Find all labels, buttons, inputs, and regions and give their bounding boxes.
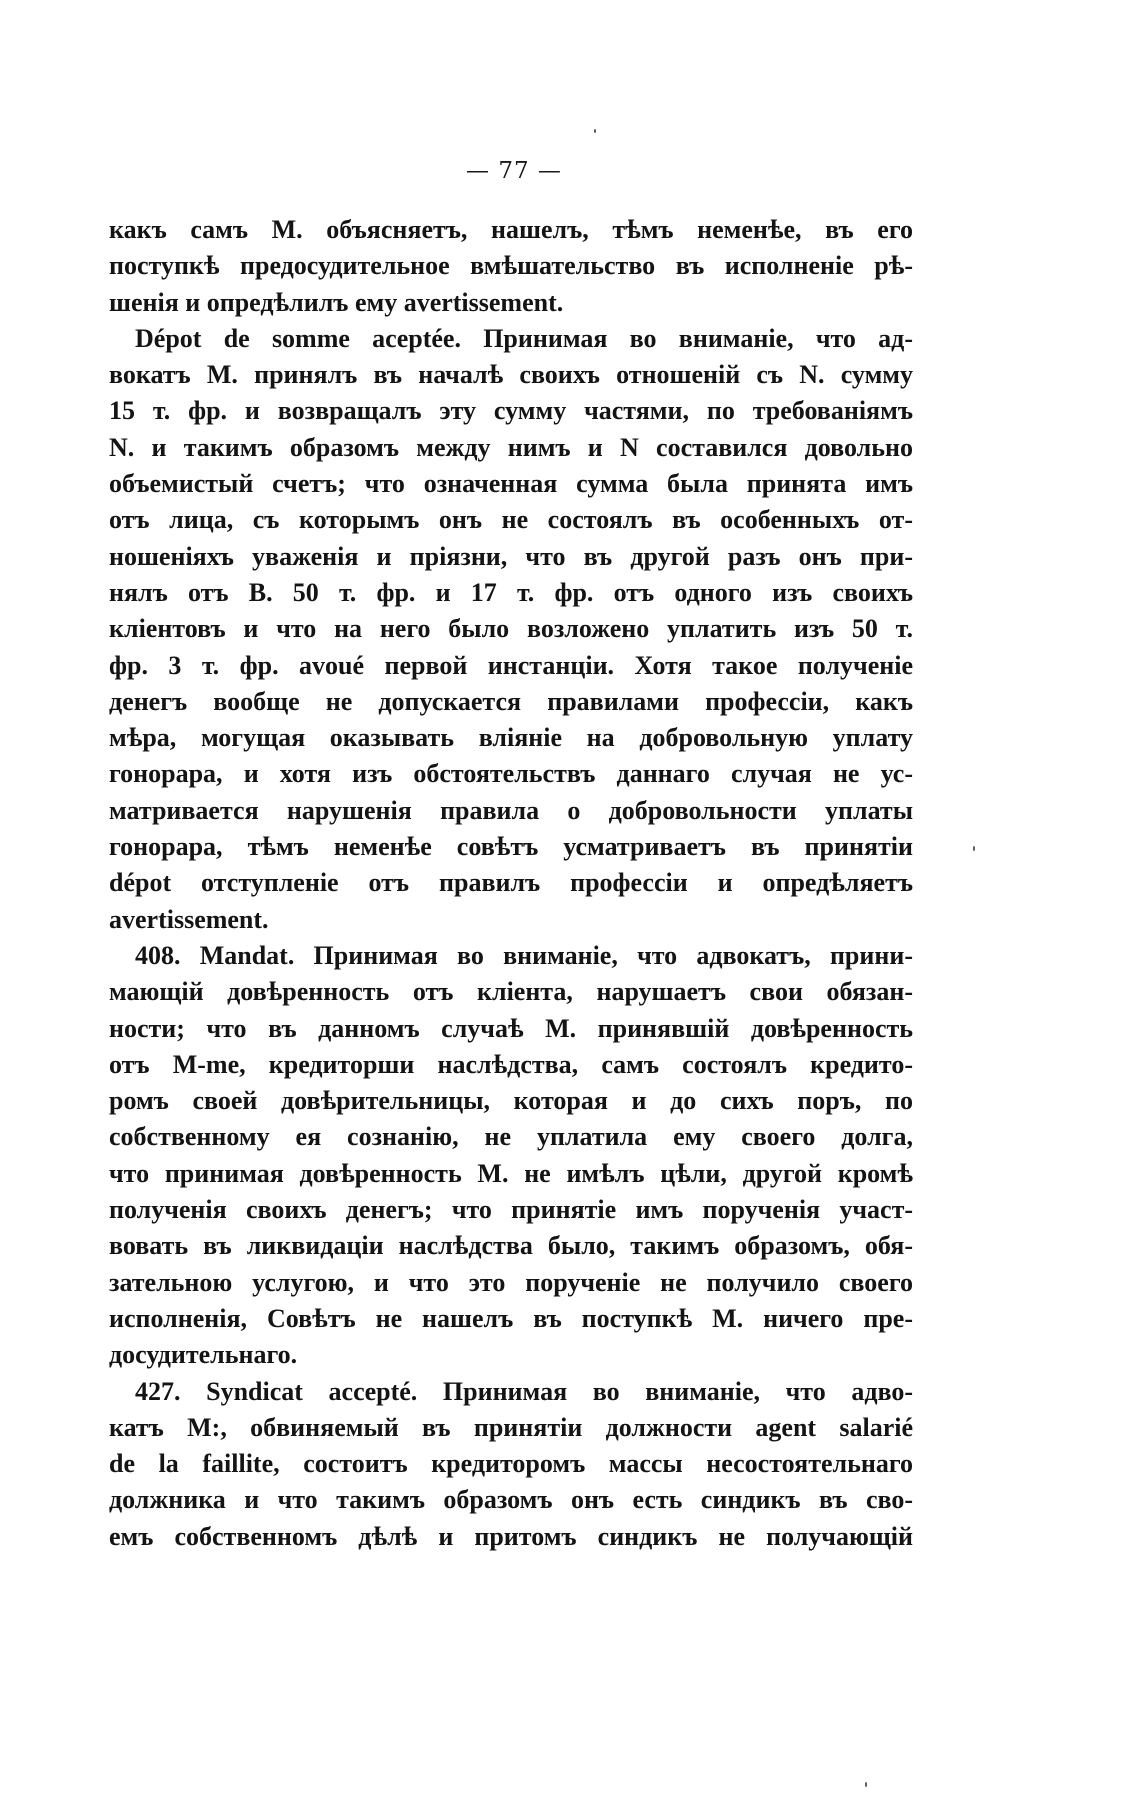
- text-line: шенія и опредѣлилъ ему avertissement.: [109, 287, 564, 317]
- text-line: ромъ своей довѣрительницы, которая и до сихъ поръ, по: [109, 1086, 913, 1116]
- text-line: полученія своихъ денегъ; что принятіе имъ порученія участ-: [109, 1195, 913, 1225]
- text-line: ности; что въ данномъ случаѣ М. принявшій довѣренность: [109, 1013, 913, 1043]
- text-line: объемистый счетъ; что означенная сумма была принята имъ: [109, 469, 913, 499]
- scan-speck: [865, 1782, 867, 1787]
- scan-speck: [973, 846, 975, 851]
- text-line: гонорара, тѣмъ неменѣе совѣтъ усматриваетъ въ принятіи: [109, 832, 913, 862]
- text-line: фр. 3 т. фр. avoué первой инстанціи. Хотя такое полученіе: [109, 650, 913, 680]
- text-line: емъ собственномъ дѣлѣ и притомъ синдикъ не получающій: [109, 1521, 913, 1551]
- text-line: что принимая довѣренность М. не имѣлъ цѣли, другой кромѣ: [109, 1158, 913, 1188]
- text-line: досудительнаго.: [109, 1340, 298, 1370]
- text-line: поступкѣ предосудительное вмѣшательство въ исполненіе рѣ-: [109, 251, 913, 281]
- text-line: N. и такимъ образомъ между нимъ и N составился довольно: [109, 432, 913, 462]
- text-line: кліентовъ и что на него было возложено уплатить изъ 50 т.: [109, 614, 913, 644]
- text-line: собственному ея сознанію, не уплатила ему своего долга,: [109, 1122, 913, 1152]
- paragraph-start-line: Dépot de somme aceptée. Принимая во вниманіе, что ад-: [135, 323, 913, 353]
- text-line: 15 т. фр. и возвращалъ эту сумму частями, по требованіямъ: [109, 396, 913, 426]
- paragraph-start-line: 408. Mandat. Принимая во вниманіе, что адвокатъ, прини-: [135, 940, 913, 970]
- text-line: dépot отступленіе отъ правилъ профессіи и опредѣляетъ: [109, 868, 913, 898]
- text-line: отъ лица, съ которымъ онъ не состоялъ въ особенныхъ от-: [109, 505, 913, 535]
- text-line: вокатъ М. принялъ въ началѣ своихъ отношеній съ N. сумму: [109, 360, 913, 390]
- text-line: зательною услугою, и что это порученіе не получило своего: [109, 1267, 913, 1297]
- text-line: должника и что такимъ образомъ онъ есть синдикъ въ сво-: [109, 1485, 913, 1515]
- scan-speck: [594, 129, 596, 133]
- page-number: — 77 —: [466, 158, 562, 184]
- text-line: матривается нарушенія правила о добровольности уплаты: [109, 795, 913, 825]
- text-line: de la faillite, состоитъ кредиторомъ массы несостоятельнаго: [109, 1449, 913, 1479]
- text-line: денегъ вообще не допускается правилами профессіи, какъ: [109, 686, 913, 716]
- text-line: отъ M-me, кредиторши наслѣдства, самъ состоялъ кредито-: [109, 1049, 913, 1079]
- text-line: мѣра, могущая оказывать вліяніе на добровольную уплату: [109, 723, 913, 753]
- text-line: вовать въ ликвидаціи наслѣдства было, такимъ образомъ, обя-: [109, 1231, 913, 1261]
- text-line: гонорара, и хотя изъ обстоятельствъ даннаго случая не ус-: [109, 759, 913, 789]
- body-text: [109, 212, 913, 1555]
- text-line: ношеніяхъ уваженія и пріязни, что въ другой разъ онъ при-: [109, 541, 913, 571]
- text-line: мающій довѣренность отъ кліента, нарушаетъ свои обязан-: [109, 977, 913, 1007]
- text-line: катъ М:, обвиняемый въ принятіи должности agent salarié: [109, 1412, 913, 1442]
- text-line: какъ самъ М. объясняетъ, нашелъ, тѣмъ неменѣе, въ его: [109, 215, 913, 244]
- text-line: avertissement.: [109, 904, 269, 934]
- text-line: исполненія, Совѣтъ не нашелъ въ поступкѣ М. ничего пре-: [109, 1303, 913, 1333]
- text-line: нялъ отъ В. 50 т. фр. и 17 т. фр. отъ одного изъ своихъ: [109, 577, 913, 607]
- paragraph-start-line: 427. Syndicat accepté. Принимая во вниманіе, что адво-: [135, 1376, 913, 1406]
